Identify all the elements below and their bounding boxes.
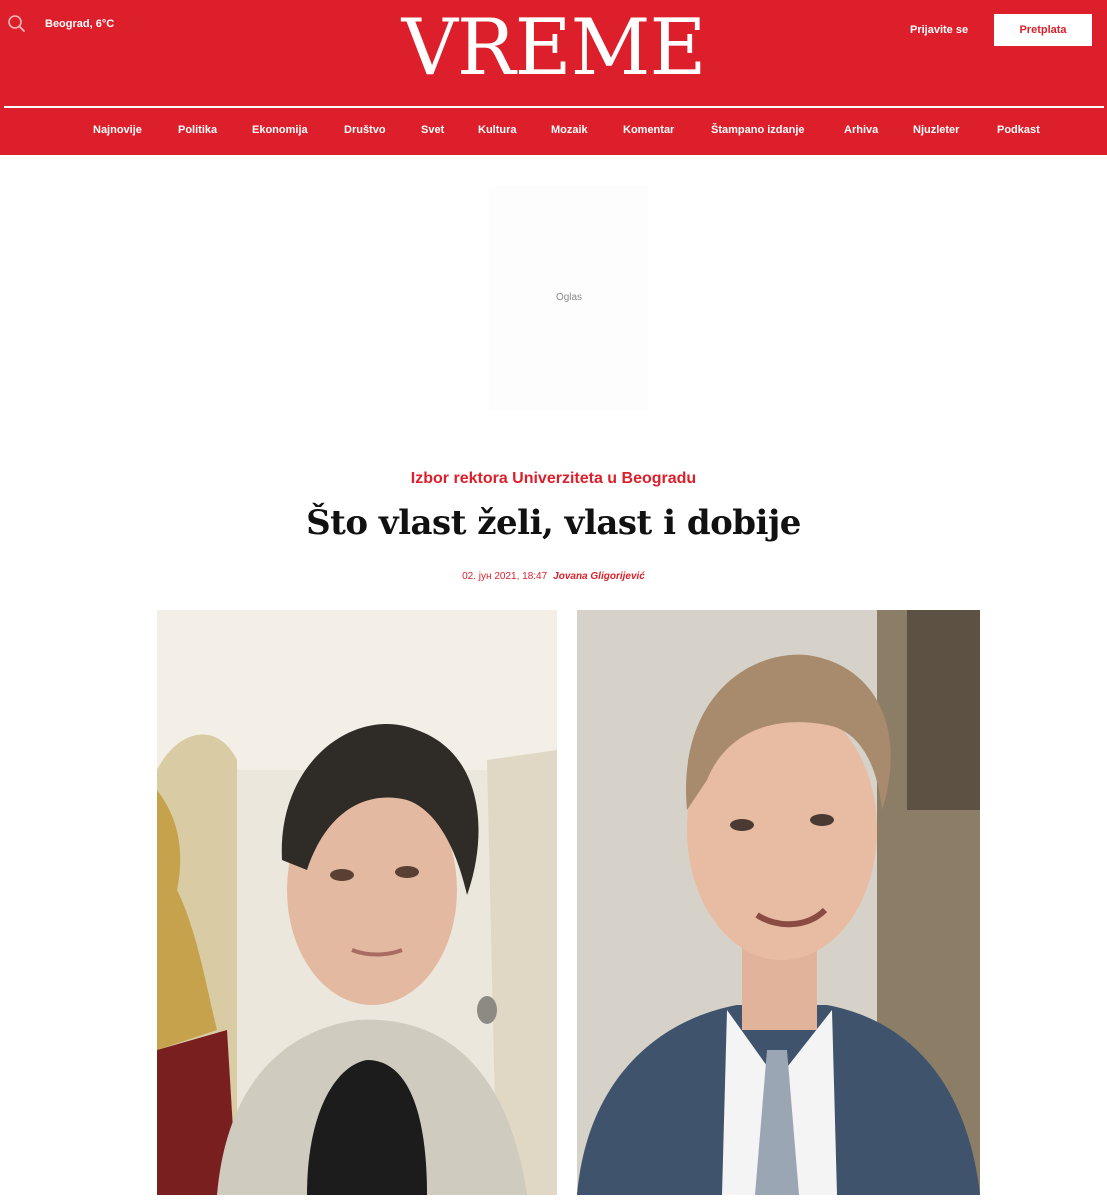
nav-item-komentar[interactable]: Komentar (623, 124, 675, 136)
nav-item-podkast[interactable]: Podkast (997, 124, 1040, 136)
nav-item-politika[interactable]: Politika (178, 124, 218, 136)
article-date: 02. јун 2021, 18:47 (462, 571, 548, 582)
header-divider (4, 106, 1104, 108)
article-author-link[interactable]: Jovana Gligorijević (553, 571, 645, 582)
site-header (0, 0, 1107, 155)
article-kicker: Izbor rektora Univerziteta u Beogradu (410, 470, 697, 487)
nav-item-mozaik[interactable]: Mozaik (551, 124, 588, 136)
portrait-woman-image (157, 610, 557, 1195)
nav-item-ekonomija[interactable]: Ekonomija (252, 124, 308, 136)
article-title: Što vlast želi, vlast i dobije (306, 503, 801, 543)
subscribe-button[interactable]: Pretplata (994, 14, 1092, 46)
article-photo-left (157, 610, 557, 1195)
nav-item-kultura[interactable]: Kultura (478, 124, 517, 136)
nav-item-stampano-izdanje[interactable]: Štampano izdanje (711, 124, 805, 136)
main-nav (0, 124, 1107, 142)
portrait-man-image (577, 610, 980, 1195)
ad-slot[interactable] (489, 185, 649, 410)
nav-item-njuzleter[interactable]: Njuzleter (913, 124, 960, 136)
nav-item-svet[interactable]: Svet (421, 124, 445, 136)
article-meta (0, 571, 1107, 582)
login-link[interactable]: Prijavite se (910, 24, 969, 36)
article-photo-right (577, 610, 980, 1195)
nav-item-arhiva[interactable]: Arhiva (844, 124, 879, 136)
nav-item-najnovije[interactable]: Najnovije (93, 124, 142, 136)
weather-widget: Beograd, 6°C (45, 18, 115, 30)
nav-item-drustvo[interactable]: Društvo (344, 124, 386, 136)
site-logo[interactable]: VREME (401, 3, 706, 93)
ad-label: Oglas (555, 292, 583, 303)
